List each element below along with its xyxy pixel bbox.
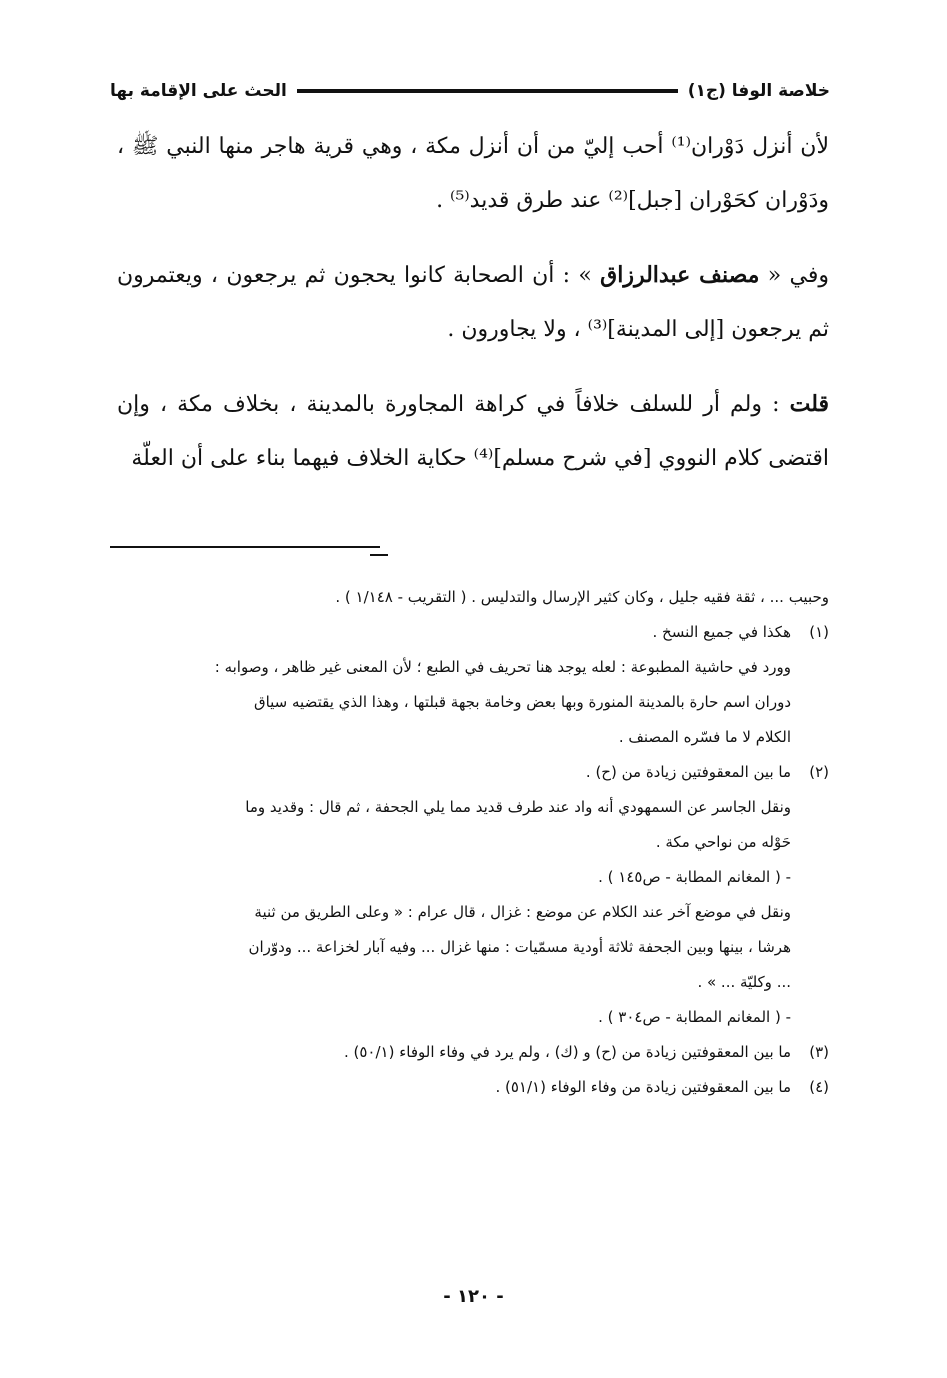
footnote-2-line-5: ونقل في موضع آخر عند الكلام عن موضع : غزال ، قال عرام : « وعلى الطريق من ثنية (254, 903, 791, 921)
footnote-separator-dash (370, 554, 388, 556)
footnote-separator (110, 546, 820, 556)
footnote-1-number: (١) (809, 623, 829, 641)
header-rule (297, 89, 678, 93)
footnote-1-line-3: دوران اسم حارة بالمدينة المنورة وبها بعض وخامة بجهة قبلتها ، وهذا الذي يقتضيه سياق (253, 693, 791, 711)
footnote-4-text: ما بين المعقوفتين زيادة من وفاء الوفاء (٥١/١) . (495, 1078, 791, 1096)
paragraph-3-lead: قلت (789, 391, 829, 417)
paragraph-2-source: مصنف عبدالرزاق (600, 262, 760, 288)
footnote-2-line-6: هرشا ، بينها وبين الجحفة ثلاثة أودية مسمّيات : منها غزال ... وفيه آبار لخزاعة ... ودوّران (248, 938, 791, 956)
footnotes (117, 580, 829, 1105)
paragraph-2-rest: » : أن الصحابة كانوا يحجون ثم يرجعون ، ويعتمرون ثم يرجعون [إلى المدينة]⁽³⁾ ، ولا يجاورون . (117, 263, 829, 342)
paragraph-1: لأن أنزل دَوْران⁽¹⁾ أحب إليّ من أن أنزل مكة ، وهي قرية هاجر منها النبي ﷺ ، ودَوْران كحَوْران [جبل]⁽²⁾ عند طرق قديد⁽⁵⁾ . (117, 134, 829, 213)
footnote-2-number: (٢) (809, 763, 829, 781)
footnote-4 (117, 1070, 829, 1105)
footnote-2-line-4: - ( المغانم المطابة - ص١٤٥ ) . (598, 868, 791, 886)
running-header (110, 74, 830, 108)
footnote-separator-line (110, 546, 380, 548)
footnote-2 (117, 755, 829, 790)
footnote-2-line-2: ونقل الجاسر عن السمهودي أنه واد عند طرف قديد مما يلي الجحفة ، ثم قال : وقديد وما (245, 798, 791, 816)
footnote-1-line-4: الكلام لا ما فسّره المصنف . (618, 728, 791, 746)
footnote-continuation: وحبيب ... ، ثقة فقيه جليل ، وكان كثير الإرسال والتدليس . ( التقريب - ١/١٤٨ ) . (335, 588, 829, 606)
paragraph-3-rest: : ولم أر للسلف خلافاً في كراهة المجاورة بالمدينة ، بخلاف مكة ، وإن اقتضى كلام النووي [في شرح مسلم]⁽⁴⁾ حكاية الخلاف فيهما بناء على أن العلّة (117, 392, 829, 471)
header-chapter-title: الحث على الإقامة بها (110, 81, 287, 101)
footnote-2-text: ما بين المعقوفتين زيادة من (ح) . (585, 763, 791, 781)
footnote-2-line-3: حَوْله من نواحي مكة . (655, 833, 791, 851)
main-text (117, 120, 829, 486)
footnote-1-line-2: وورد في حاشية المطبوعة : لعله يوجد هنا تحريف في الطبع ؛ لأن المعنى غير ظاهر ، وصوابه : (214, 658, 791, 676)
paragraph-2-prefix: وفي « (759, 263, 829, 288)
page-number: - ١٢٠ - (443, 1286, 504, 1307)
footnote-2-line-8: - ( المغانم المطابة - ص٣٠٤ ) . (598, 1008, 791, 1026)
paragraph-3 (117, 377, 829, 486)
footnote-1 (117, 615, 829, 650)
footnote-3-number: (٣) (809, 1043, 829, 1061)
footnote-1-text: هكذا في جميع النسخ . (652, 623, 791, 641)
header-book-title: خلاصة الوفا (ج١) (687, 81, 830, 101)
paragraph-2 (117, 248, 829, 357)
footnote-2-line-7: ... وكليّة ... » . (697, 973, 791, 991)
footnote-3 (117, 1035, 829, 1070)
footnote-3-text: ما بين المعقوفتين زيادة من (ح) و (ك) ، ولم يرد في وفاء الوفاء (٥٠/١) . (343, 1043, 791, 1061)
footnote-4-number: (٤) (809, 1078, 829, 1096)
